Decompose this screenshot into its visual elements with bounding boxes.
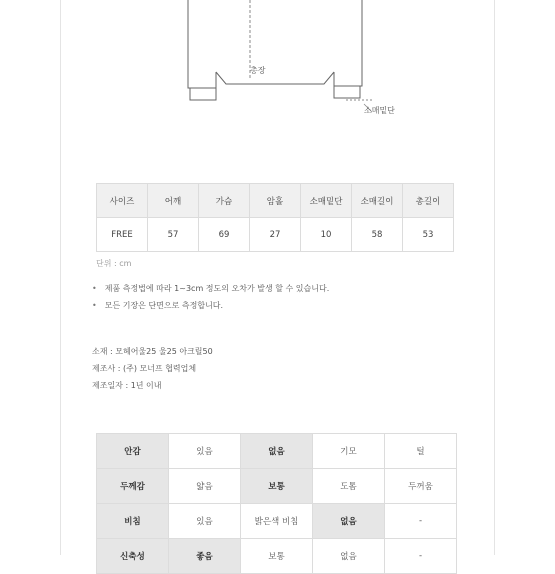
size-value-cell: 10 [301,218,352,252]
attribute-table [96,433,457,574]
attribute-option: 보통 [241,539,313,574]
note-item: • 제품 측정법에 따라 1~3cm 정도의 오차가 발생 할 수 있습니다. [92,280,329,297]
size-value-cell: 57 [148,218,199,252]
attribute-row-lining [97,434,457,469]
attribute-option-selected: 보통 [241,469,313,504]
size-header-cell: 사이즈 [97,184,148,218]
unit-text: 단위 : cm [96,259,132,268]
size-header-cell: 암홀 [250,184,301,218]
attribute-option: 털 [385,434,457,469]
attribute-option: 없음 [313,539,385,574]
sleeve-hem-label: 소매밑단 [364,106,395,115]
attribute-option: 있음 [169,434,241,469]
product-info [92,343,213,394]
attribute-option: 두꺼움 [385,469,457,504]
size-header-cell: 총길이 [403,184,454,218]
attribute-label: 두께감 [97,469,169,504]
size-table [96,183,454,252]
manufacturer-text: 제조사 : (주) 모너프 협력업체 [92,364,197,373]
attribute-row-thickness [97,469,457,504]
size-value-cell: 69 [199,218,250,252]
manufacture-date-text: 제조일자 : 1년 이내 [92,381,162,390]
note-item: • 모든 기장은 단면으로 측정합니다. [92,297,329,314]
attribute-option: 있음 [169,504,241,539]
attribute-label: 신축성 [97,539,169,574]
page-border-right [494,0,495,555]
page-border-left [60,0,61,555]
attribute-option-selected: 좋음 [169,539,241,574]
measurement-notes [92,280,329,314]
size-header-cell: 소매길이 [352,184,403,218]
garment-sketch [150,0,410,125]
material-text: 소재 : 모헤어울25 울25 아크릴50 [92,347,213,356]
attribute-option: 도톰 [313,469,385,504]
attribute-row-elasticity [97,539,457,574]
attribute-option-selected: 없음 [313,504,385,539]
size-table-row [97,218,454,252]
size-value-cell: FREE [97,218,148,252]
attribute-option-selected: 없음 [241,434,313,469]
size-table-header-row [97,184,454,218]
size-header-cell: 어깨 [148,184,199,218]
attribute-option: - [385,504,457,539]
size-value-cell: 27 [250,218,301,252]
size-header-cell: 가슴 [199,184,250,218]
size-header-cell: 소매밑단 [301,184,352,218]
attribute-option: 기모 [313,434,385,469]
length-label: 총장 [250,66,266,75]
size-value-cell: 58 [352,218,403,252]
attribute-option: - [385,539,457,574]
attribute-label: 비침 [97,504,169,539]
size-value-cell: 53 [403,218,454,252]
attribute-option: 얇음 [169,469,241,504]
attribute-option: 밝은색 비침 [241,504,313,539]
attribute-label: 안감 [97,434,169,469]
attribute-row-see-through [97,504,457,539]
